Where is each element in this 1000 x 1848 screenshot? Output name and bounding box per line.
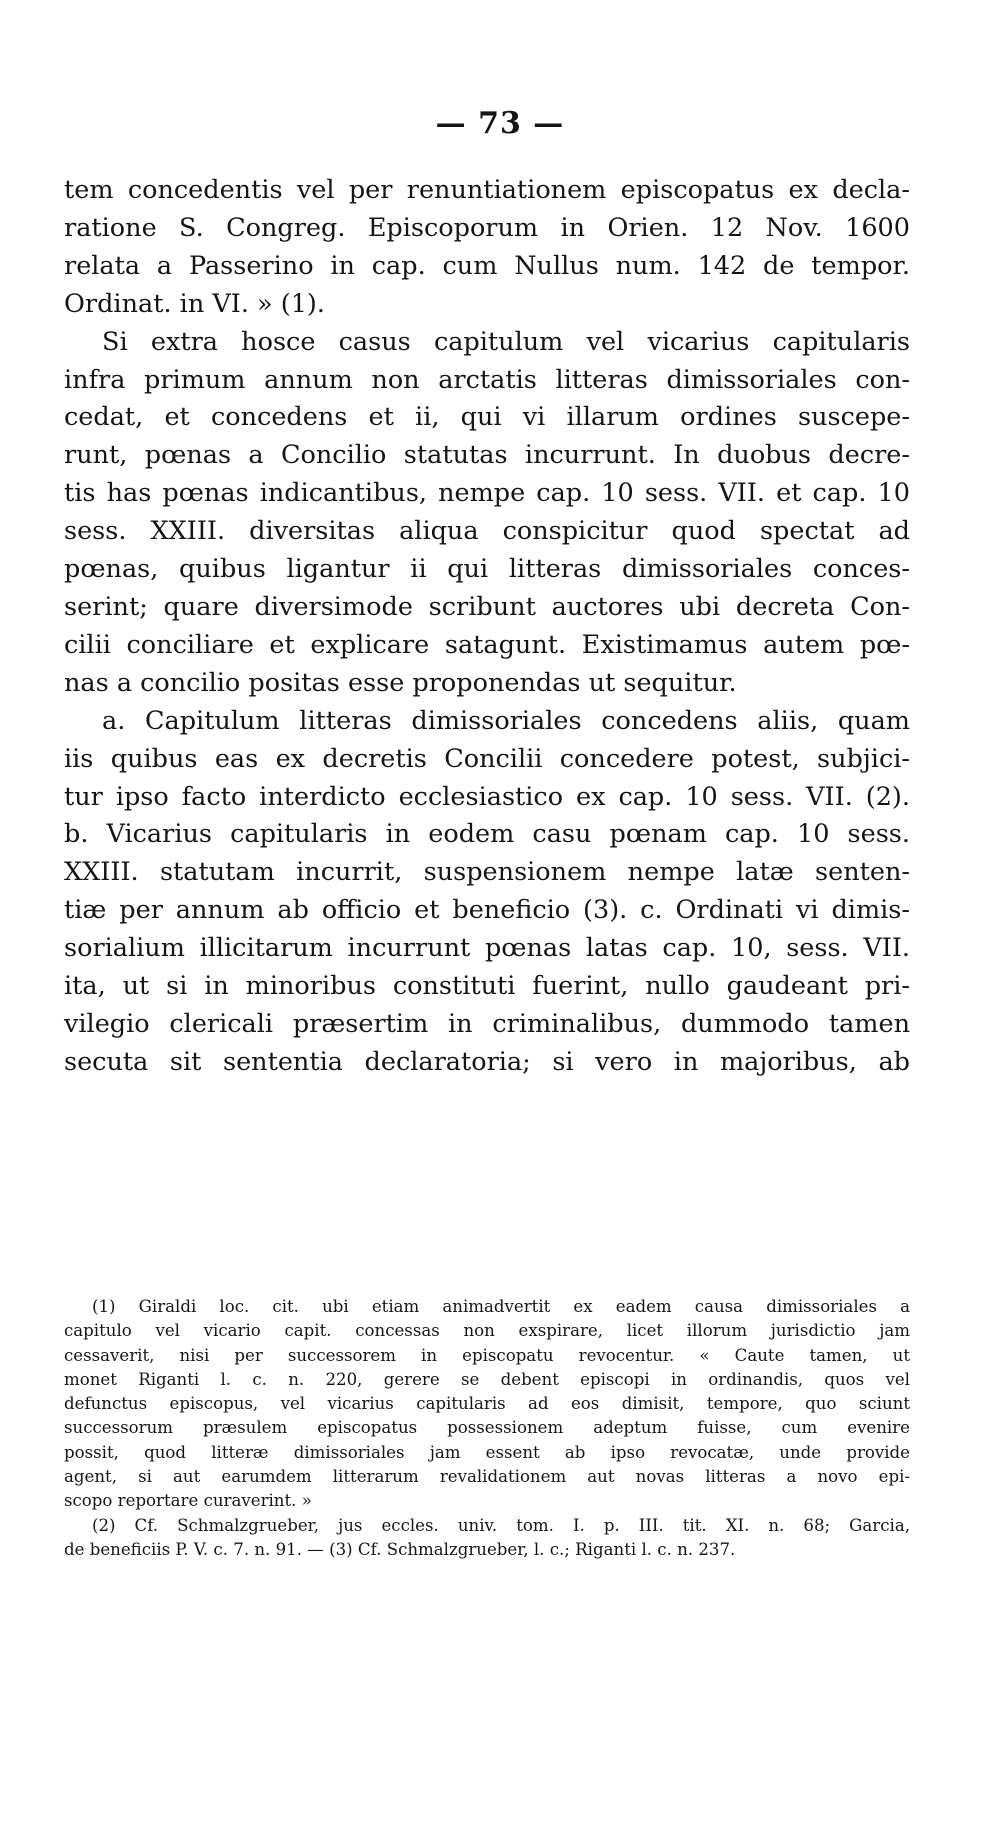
- text-line: ita, ut si in minoribus constituti fuerint, nullo gaudeant pri-: [64, 971, 910, 1002]
- page-number: — 73 —: [435, 106, 565, 141]
- text-line: nas a concilio positas esse proponendas ut sequitur.: [64, 667, 737, 698]
- footnotes: [64, 1295, 910, 1562]
- footnote-line: defunctus episcopus, vel vicarius capitularis ad eos dimisit, tempore, quo sciunt: [64, 1394, 910, 1414]
- footnote-line: (2) Cf. Schmalzgrueber, jus eccles. univ. tom. I. p. III. tit. XI. n. 68; Garcia,: [92, 1515, 910, 1535]
- footnote-line: de beneficiis P. V. c. 7. n. 91. — (3) Cf. Schmalzgrueber, l. c.; Riganti l. c. n. 237.: [64, 1539, 736, 1559]
- text-line: XXIII. statutam incurrit, suspensionem nempe latæ senten-: [64, 857, 910, 888]
- footnote-line: scopo reportare curaverint. »: [64, 1491, 312, 1511]
- text-line: serint; quare diversimode scribunt auctores ubi decreta Con-: [64, 591, 910, 622]
- text-line: infra primum annum non arctatis litteras dimissoriales con-: [64, 364, 910, 395]
- text-line: sess. XXIII. diversitas aliqua conspicitur quod spectat ad: [64, 516, 910, 547]
- footnote-line: possit, quod litteræ dimissoriales jam essent ab ipso revocatæ, unde provide: [64, 1442, 910, 1462]
- text-line: tem concedentis vel per renuntiationem episcopatus ex decla-: [64, 175, 910, 205]
- text-line: a. Capitulum litteras dimissoriales concedens aliis, quam: [102, 705, 910, 736]
- text-line: relata a Passerino in cap. cum Nullus num. 142 de tempor.: [64, 250, 910, 281]
- text-line: Si extra hosce casus capitulum vel vicarius capitularis: [102, 326, 910, 357]
- footnote-line: cessaverit, nisi per successorem in episcopatu revocentur. « Caute tamen, ut: [64, 1345, 910, 1365]
- text-line: secuta sit sententia declaratoria; si vero in majoribus, ab: [64, 1046, 910, 1077]
- footnote-line: (1) Giraldi loc. cit. ubi etiam animadvertit ex eadem causa dimissoriales a: [92, 1297, 910, 1316]
- text-line: tis has pœnas indicantibus, nempe cap. 10 sess. VII. et cap. 10: [64, 478, 910, 509]
- text-line: runt, pœnas a Concilio statutas incurrunt. In duobus decre-: [64, 440, 910, 471]
- footnote-line: agent, si aut earumdem litterarum revalidationem aut novas litteras a novo epi-: [64, 1467, 910, 1487]
- text-line: cilii conciliare et explicare satagunt. Existimamus autem pœ-: [64, 629, 910, 660]
- body-text: [64, 172, 910, 1082]
- text-line: b. Vicarius capitularis in eodem casu pœnam cap. 10 sess.: [64, 819, 910, 850]
- footnote-line: monet Riganti l. c. n. 220, gerere se debent episcopi in ordinandis, quos vel: [64, 1369, 910, 1389]
- text-line: ratione S. Congreg. Episcoporum in Orien. 12 Nov. 1600: [64, 212, 910, 243]
- text-line: vilegio clericali præsertim in criminalibus, dummodo tamen: [64, 1008, 910, 1039]
- text-line: pœnas, quibus ligantur ii qui litteras dimissoriales conces-: [64, 554, 910, 585]
- text-line: tur ipso facto interdicto ecclesiastico ex cap. 10 sess. VII. (2).: [64, 781, 910, 812]
- text-line: Ordinat. in VI. » (1).: [64, 288, 325, 319]
- text-line: iis quibus eas ex decretis Concilii concedere potest, subjici-: [64, 743, 910, 774]
- footnote-line: capitulo vel vicario capit. concessas non exspirare, licet illorum jurisdictio jam: [64, 1321, 910, 1341]
- footnote-line: successorum præsulem episcopatus possessionem adeptum fuisse, cum evenire: [64, 1418, 910, 1438]
- text-line: sorialium illicitarum incurrunt pœnas latas cap. 10, sess. VII.: [64, 933, 910, 964]
- text-line: cedat, et concedens et ii, qui vi illarum ordines suscepe-: [64, 402, 910, 433]
- text-line: tiæ per annum ab officio et beneficio (3). c. Ordinati vi dimis-: [64, 895, 910, 926]
